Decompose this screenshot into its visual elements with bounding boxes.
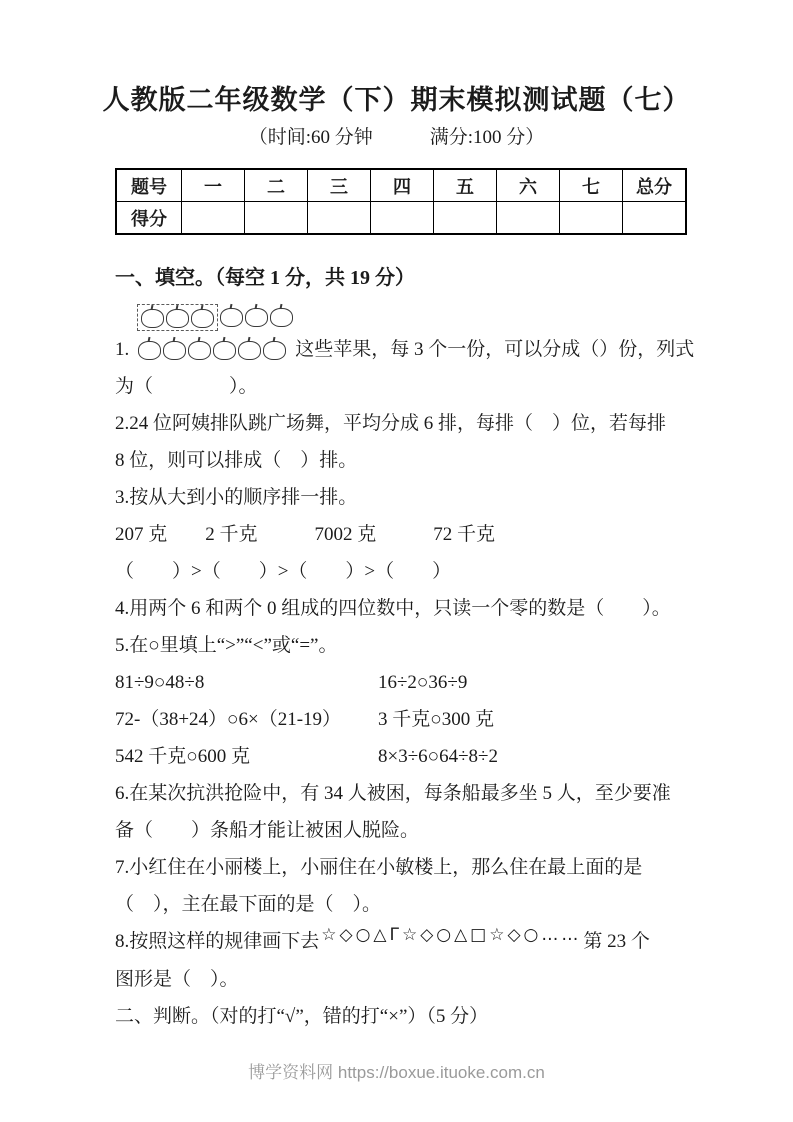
question-8-line1: [115, 923, 683, 961]
question-1-line2: 为（ ）。: [115, 376, 258, 397]
question-5-row-3: [115, 738, 683, 775]
score-input-cell: [308, 202, 371, 235]
exam-time-score-subtitle: （时间:60 分钟 满分:100 分）: [248, 127, 545, 148]
q5-expression: 16÷2○36÷9: [378, 672, 468, 693]
apple-row-bottom: [137, 339, 287, 361]
score-input-cell: [560, 202, 623, 235]
question-1: [115, 331, 695, 368]
question-8-suffix: 第 23 个: [583, 931, 650, 952]
question-2-line1: 2.24 位阿姨排队跳广场舞，平均分成 6 排，每排（ ）位，若每排: [115, 413, 667, 434]
page-title: 人教版二年级数学（下）期末模拟测试题（七）: [102, 85, 691, 115]
question-3-items: 207 克 2 千克 7002 克 72 千克: [115, 524, 496, 545]
score-input-cell: [497, 202, 560, 235]
score-table-header-cell: 二: [245, 169, 308, 202]
score-input-cell: [623, 202, 687, 235]
apple-icon: [138, 341, 161, 360]
section-judge-heading: 二、判断。（对的打“√”，错的打“×”）（5 分）: [115, 1006, 489, 1027]
score-table-header-cell: 五: [434, 169, 497, 202]
dashed-group-box: [137, 304, 218, 331]
watermark-footer: 博学资料网 https://boxue.ituoke.com.cn: [248, 1063, 545, 1082]
score-table-header-row: [116, 169, 686, 202]
question-5-line1: 5.在○里填上“>”“<”或“=”。: [115, 635, 338, 656]
score-input-cell: [434, 202, 497, 235]
q5-expression: 72-（38+24）○6×（21-19）: [115, 709, 342, 730]
question-8-line2: 图形是（ ）。: [115, 969, 239, 990]
apple-icon: [188, 341, 211, 360]
score-table-header-cell: 总分: [623, 169, 687, 202]
question-2-line2: 8 位，则可以排成（ ）排。: [115, 450, 358, 471]
apple-icon: [163, 341, 186, 360]
score-table-header-cell: 四: [371, 169, 434, 202]
apple-icon: [220, 308, 243, 327]
score-table-header-cell: 三: [308, 169, 371, 202]
score-input-cell: [245, 202, 308, 235]
apple-icon: [270, 308, 293, 327]
question-6-line2: 备（ ）条船才能让被困人脱险。: [115, 820, 420, 841]
apple-icon: [141, 309, 164, 328]
score-input-cell: [182, 202, 245, 235]
score-input-cell: [371, 202, 434, 235]
apple-icon: [213, 341, 236, 360]
q5-expression: 542 千克○600 克: [115, 746, 250, 767]
score-table-header-cell: 题号: [116, 169, 182, 202]
question-3-line1: 3.按从大到小的顺序排一排。: [115, 487, 358, 508]
question-3-answer-blanks: （ ）>（ ）>（ ）>（ ）: [115, 561, 452, 582]
score-table-header-cell: 七: [560, 169, 623, 202]
score-table-score-row: [116, 202, 686, 235]
apple-icon: [245, 308, 268, 327]
score-table-header-cell: 一: [182, 169, 245, 202]
question-4-line1: 4.用两个 6 和两个 0 组成的四位数中，只读一个零的数是（ ）。: [115, 598, 671, 619]
score-table-header-cell: 六: [497, 169, 560, 202]
apple-icon: [166, 309, 189, 328]
question-7-line2: （ ），主在最下面的是（ ）。: [115, 894, 382, 915]
apple-icon: [191, 309, 214, 328]
question-1-number: 1.: [115, 339, 130, 360]
q5-expression: 8×3÷6○64÷8÷2: [378, 746, 498, 767]
question-5-row-2: [115, 701, 683, 738]
question-7-line1: 7.小红住在小丽楼上，小丽住在小敏楼上，那么住在最上面的是: [115, 857, 643, 878]
exam-body: [115, 260, 695, 1035]
score-row-label-cell: 得分: [116, 202, 182, 235]
apple-icon: [263, 341, 286, 360]
question-1-text: 这些苹果，每 3 个一份，可以分成（）份，列式: [295, 339, 695, 360]
apple-row-top: [137, 304, 683, 331]
shape-pattern-sequence: ☆◇○△Γ☆◇○△□☆◇○……: [321, 925, 582, 945]
section-fill-heading: 一、填空。（每空 1 分，共 19 分）: [115, 267, 415, 289]
q5-expression: 3 千克○300 克: [378, 709, 494, 730]
score-table: [115, 168, 687, 235]
question-5-row-1: [115, 664, 683, 701]
question-8-prefix: 8.按照这样的规律画下去: [115, 931, 320, 952]
apple-icon: [238, 341, 261, 360]
q5-expression: 81÷9○48÷8: [115, 672, 205, 693]
question-6-line1: 6.在某次抗洪抢险中，有 34 人被困，每条船最多坐 5 人，至少要准: [115, 783, 671, 804]
